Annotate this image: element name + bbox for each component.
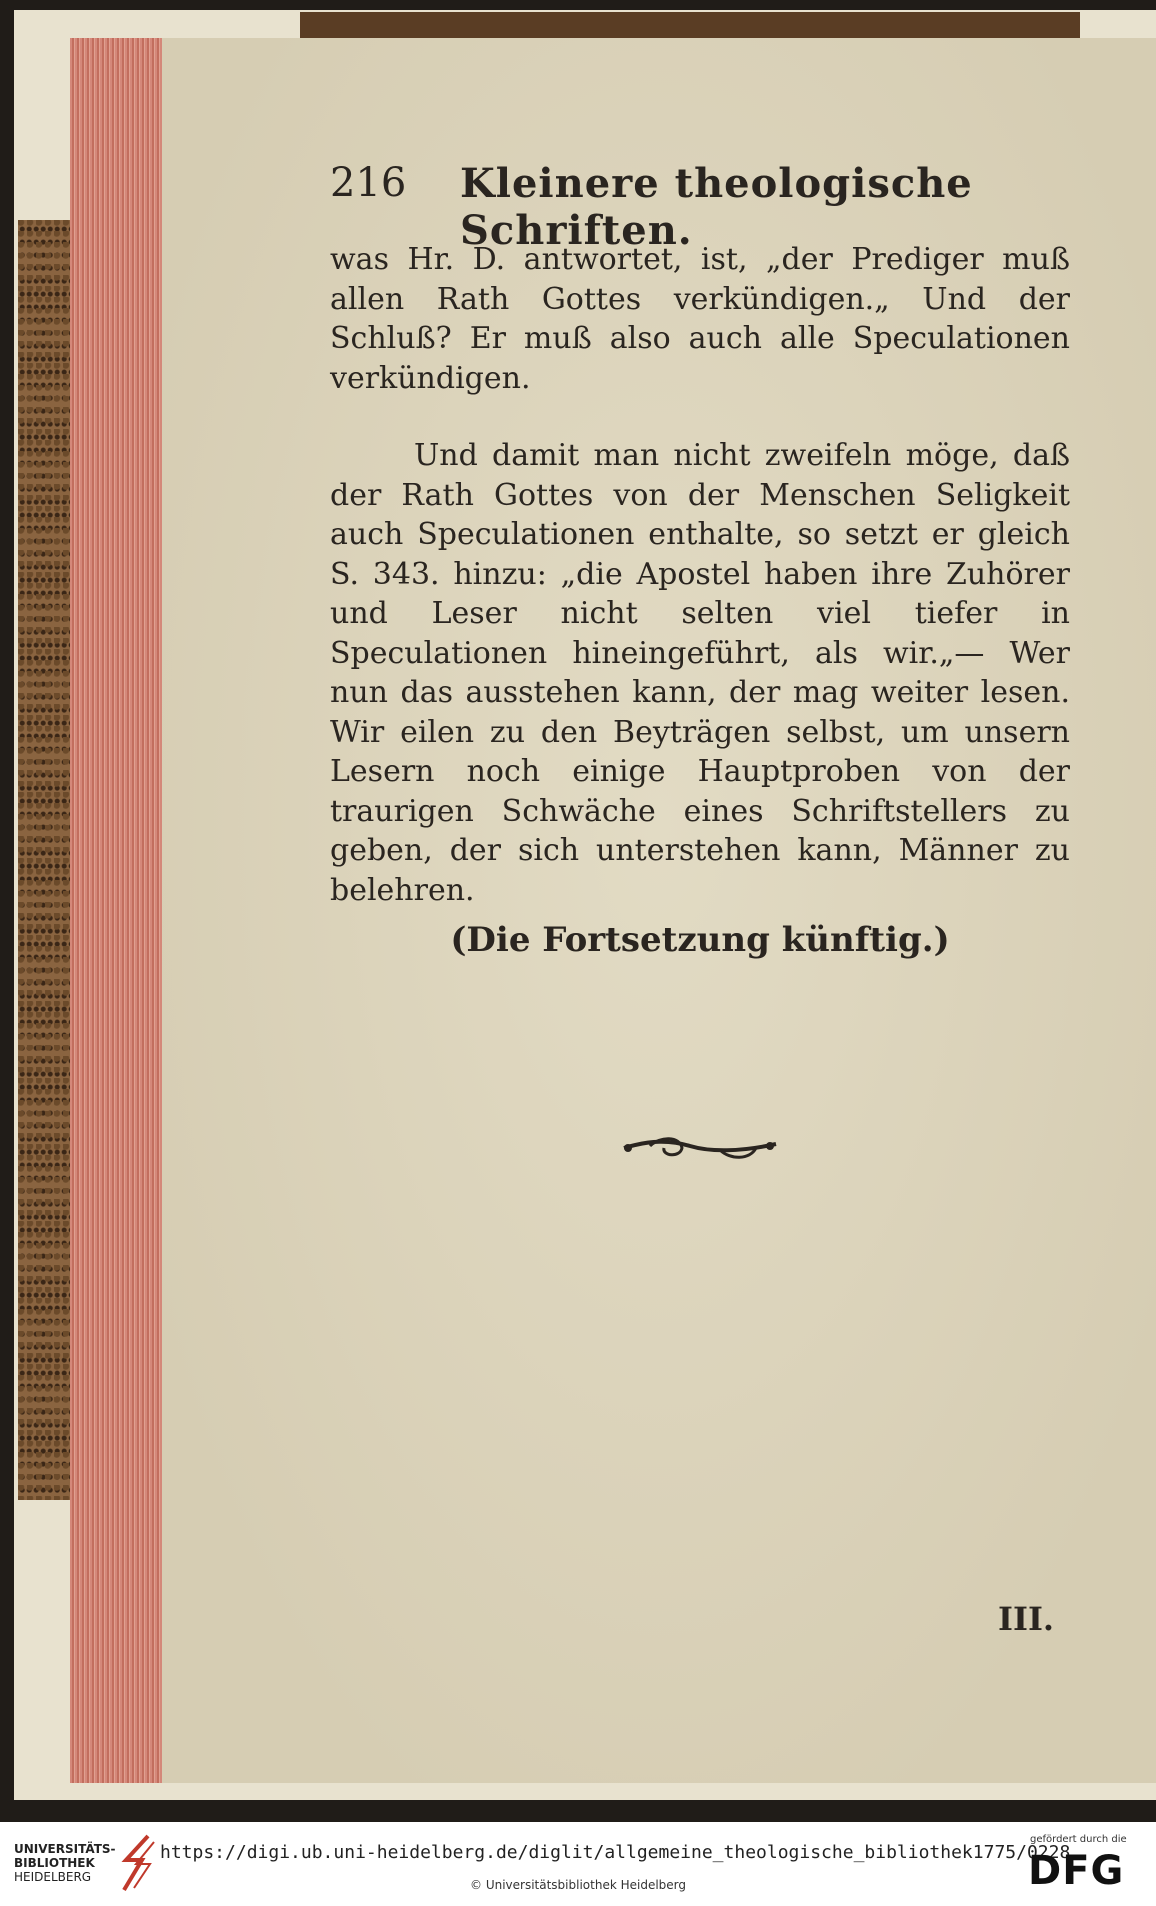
library-logo-icon — [118, 1832, 158, 1894]
book-board-marbled — [18, 220, 74, 1500]
library-line-1: UNIVERSITÄTS- — [14, 1842, 116, 1856]
paragraph-1: was Hr. D. antwortet, ist, „der Prediger muß allen Rath Gottes verkündigen.„ Und der Schluß? Er muß also auch alle Speculationen verkündigen. — [330, 242, 1070, 396]
page-header — [330, 160, 1070, 254]
running-title: Kleinere theologische Schriften. — [460, 160, 973, 254]
viewer-footer — [0, 1822, 1156, 1906]
copyright-notice: © Universitätsbibliothek Heidelberg — [470, 1878, 687, 1892]
ornament-icon — [620, 1130, 780, 1166]
body-text — [330, 240, 1070, 910]
page-edges — [70, 38, 162, 1783]
library-line-2: BIBLIOTHEK — [14, 1856, 95, 1870]
permalink-url[interactable]: https://digi.ub.uni-heidelberg.de/diglit/allgemeine_theologische_bibliothek1775/0228 — [160, 1842, 1071, 1863]
dfg-logo: DFG — [1028, 1848, 1125, 1894]
paragraph-2: Und damit man nicht zweifeln möge, daß der Rath Gottes von der Menschen Seligkeit auch Speculationen enthalte, so setzt er gleich S. 343. hinzu: „die Apostel haben ihre Zuhörer und Leser nicht selten viel tiefer in Speculationen hineingeführt, als wir.„— Wer nun das ausstehen kann, der mag weiter lesen. Wir eilen zu den Beyträgen selbst, um unsern Lesern noch einige Hauptproben von der traurigen Schwäche eines Schriftstellers zu geben, der sich unterstehen kann, Männer zu belehren. — [330, 438, 1070, 908]
library-line-3: HEIDELBERG — [14, 1870, 92, 1884]
page-number: 216 — [330, 160, 407, 206]
library-logo — [14, 1842, 116, 1884]
catchword: III. — [998, 1600, 1055, 1638]
continuation-note: (Die Fortsetzung künftig.) — [450, 920, 950, 960]
funded-by-label: gefördert durch die — [1030, 1834, 1127, 1845]
